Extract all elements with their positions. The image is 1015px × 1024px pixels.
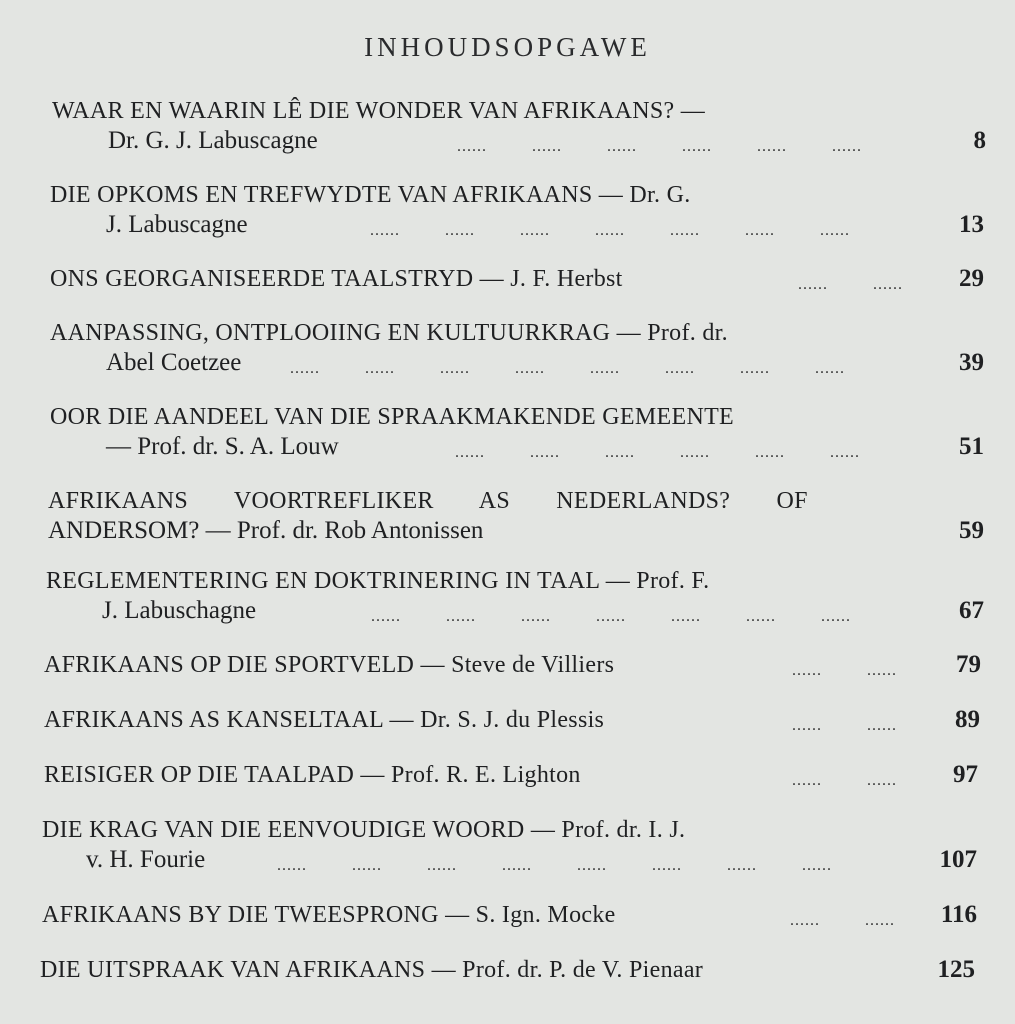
entry-title: ONS GEORGANISEERDE TAALSTRYD — J. F. Herbst <box>50 266 623 292</box>
entry-author: ANDERSOM? — Prof. dr. Rob Antonissen <box>48 517 484 544</box>
entry-title: AFRIKAANS VOORTREFLIKER AS NEDERLANDS? OF <box>48 488 808 514</box>
leader-dots: ...... ...... ...... ...... ...... ...... <box>455 444 860 461</box>
page-number: 89 <box>955 706 980 733</box>
page-number: 8 <box>973 127 986 154</box>
entry-title: AFRIKAANS OP DIE SPORTVELD — Steve de Villiers <box>44 652 615 678</box>
page-number: 107 <box>939 846 977 873</box>
leader-dots: ...... ...... ...... ...... ...... ...... ...... ...... <box>290 360 845 377</box>
page-number: 51 <box>959 433 984 460</box>
leader-dots: ...... ...... <box>790 912 895 929</box>
entry-author: v. H. Fourie <box>86 846 206 873</box>
entry-title: OOR DIE AANDEEL VAN DIE SPRAAKMAKENDE GEMEENTE <box>50 404 734 430</box>
page-number: 29 <box>959 265 984 292</box>
leader-dots: ...... ...... <box>798 276 903 293</box>
entry-title: AFRIKAANS AS KANSELTAAL — Dr. S. J. du Plessis <box>44 707 605 733</box>
page-number: 39 <box>959 349 984 376</box>
entry-author: Abel Coetzee <box>106 349 242 376</box>
entry-title: AFRIKAANS BY DIE TWEESPRONG — S. Ign. Mocke <box>42 902 616 928</box>
entry-author: J. Labuscagne <box>106 211 248 238</box>
entry-title: DIE UITSPRAAK VAN AFRIKAANS — Prof. dr. P. de V. Pienaar <box>40 957 704 983</box>
page-title: INHOUDSOPGAWE <box>364 32 651 62</box>
leader-dots: ...... ...... ...... ...... ...... ...... ...... <box>370 222 850 239</box>
page-number: 116 <box>940 901 977 928</box>
entry-author: — Prof. dr. S. A. Louw <box>106 433 339 460</box>
page-number: 97 <box>953 761 978 788</box>
entry-title: DIE KRAG VAN DIE EENVOUDIGE WOORD — Prof. dr. I. J. <box>42 817 686 843</box>
page-number: 125 <box>937 956 975 983</box>
leader-dots: ...... ...... ...... ...... ...... ...... ...... <box>371 608 851 625</box>
leader-dots: ...... ...... <box>792 772 897 789</box>
page-number: 67 <box>959 597 984 624</box>
page-number: 79 <box>956 651 981 678</box>
page-number: 59 <box>959 517 984 544</box>
entry-title: REGLEMENTERING EN DOKTRINERING IN TAAL — Prof. F. <box>46 568 710 594</box>
entry-title: AANPASSING, ONTPLOOIING EN KULTUURKRAG — Prof. dr. <box>50 320 728 346</box>
entry-title: DIE OPKOMS EN TREFWYDTE VAN AFRIKAANS — Dr. G. <box>50 182 691 208</box>
entry-author: J. Labuschagne <box>102 597 257 624</box>
leader-dots: ...... ...... <box>792 717 897 734</box>
leader-dots: ...... ...... <box>792 662 897 679</box>
entry-author: Dr. G. J. Labuscagne <box>108 127 318 154</box>
leader-dots: ...... ...... ...... ...... ...... ...... <box>457 138 862 155</box>
page-number: 13 <box>959 211 984 238</box>
leader-dots: ...... ...... ...... ...... ...... ...... ...... ...... <box>277 857 832 874</box>
entry-title: REISIGER OP DIE TAALPAD — Prof. R. E. Lighton <box>44 762 581 788</box>
entry-title: WAAR EN WAARIN LÊ DIE WONDER VAN AFRIKAANS? — <box>52 98 706 124</box>
